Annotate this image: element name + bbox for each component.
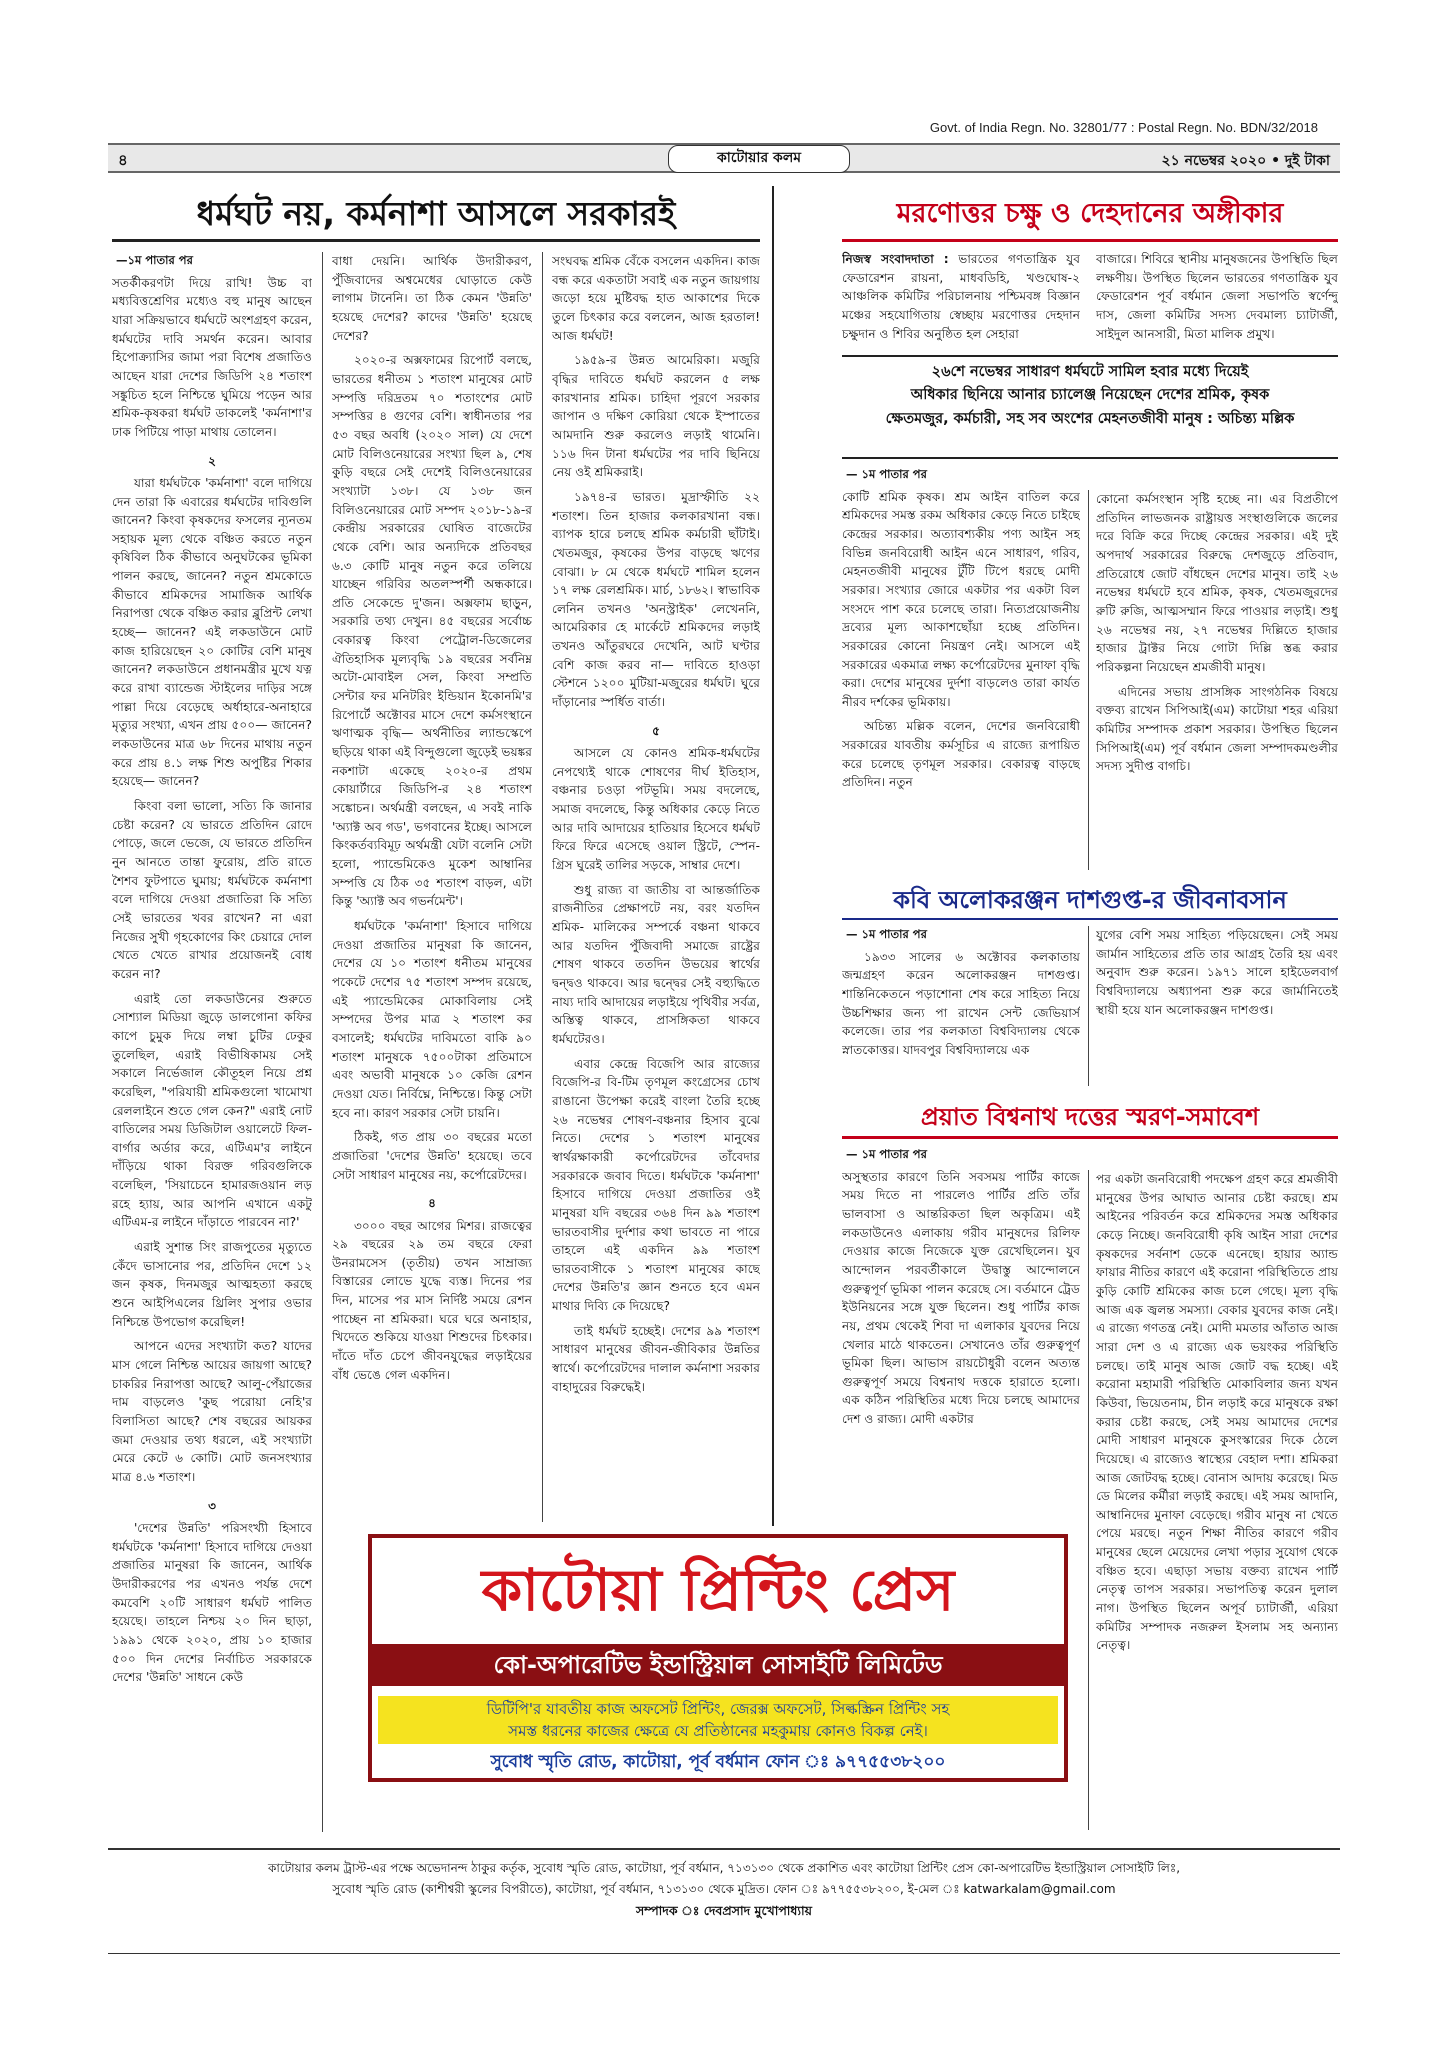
- memorial-col1: [842, 1146, 1080, 1536]
- ad-body-line2: সমস্ত ধরনের কাজের ক্ষেত্রে যে প্রতিষ্ঠানের মহকুমায় কোনও বিকল্প নেই।: [508, 1722, 928, 1740]
- section-number: ৪: [428, 1196, 436, 1211]
- paragraph: সতর্কীকরণটা দিয়ে রাখি! উচ্চ বা মধ্যবিত্তশ্রেণির মধ্যেও বহু মানুষ আছেন যারা সক্রিয়ভাবে ধর্মঘটে অংশগ্রহণ করেন, ধর্মঘটের দাবি সমর্থন করেন। আবার হিপোক্র্যাসির জামা পরা বিশেষ প্রজাতিও আছেন যারা দেশের জিডিপি ২৪ শতাংশ সঙ্কুচিত হলে নিশ্চিন্তে ঘুমিয়ে পড়েন আর শ্রমিক-কৃষকরা ধর্মঘট ডাকলেই 'কর্মনাশা'র ঢাক পিটিয়ে পাড়া মাথায় তোলেন।: [112, 275, 312, 439]
- column-rule: [542, 252, 543, 1522]
- main-article-col2: [332, 252, 532, 1532]
- continued-label: — ১ম পাতার পর: [846, 927, 927, 941]
- paragraph: এরাই তো লকডাউনের শুরুতে সোশ্যাল মিডিয়া জুড়ে ডালগোনা কফির কাপে চুমুক দিয়ে লম্বা চুটির ঢেকুর তুলেছিল, এরাই বিভীষিকাময় সেই সকালে নির্ভেজাল কৌতূহল নিয়ে প্রশ্ন করেছিল, "পরিযায়ী শ্রমিকগুলো খামোখা রেললাইনে শুতে গেল কেন?" এরাই নোট বাতিলের সময় ডিজিটাল ওয়ালেটে ফিল-বার্গার অর্ডার করে, এটিএম'র লাইনে দাঁড়িয়ে থাকা বিরক্ত গরিবগুলিকে বলেছিল, 'সিয়াচেনে হামারজওয়ান লড় রহে হ্যায়, আর আপনি এখানে একটু এটিএম-র লাইনে দাঁড়াতে পারবেন না?': [112, 991, 312, 1230]
- column-rule: [1088, 1170, 1089, 1830]
- paragraph: পর একটা জনবিরোধী পদক্ষেপ গ্রহণ করে শ্রমজীবী মানুষের উপর আঘাত আনার চেষ্টা করছে। শ্রম আইনের পরিবর্তন করে শ্রমিকদের সমস্ত অধিকার কেড়ে নিচ্ছে। জনবিরোধী কৃষি আইন সারা দেশের কৃষকদের সর্বনাশ ডেকে এনেছে। হায়ার অ্যান্ড ফায়ার নীতির কারণে এই করোনা পরিস্থিতিতে প্রায় কুড়ি কোটি শ্রমিকের কাজ চলে গেছে। মূল্য বৃদ্ধি আজ এক জ্বলন্ত সমস্যা। বেকার যুবদের কাজ নেই। এ রাজ্যে গণতন্ত্র নেই। মোদী মমতার আঁতাত আজ সারা দেশ ও এ রাজ্যে এক ভয়ংকর পরিস্থিতি চলছে। তাই মানুষ আজ জোট বদ্ধ হচ্ছে। এই করোনা মহামারী পরিস্থিতি মোকাবিলার জন্য যখন কিউবা, ভিয়েতনাম, চীন লড়াই করে মানুষকে রক্ষা করার চেষ্টা করছে, সেই সময় আমাদের দেশের মোদী সাধারণ মানুষকে কুসংস্কারের দিকে ঠেলে দিয়েছে। এ রাজ্যেও স্বাস্থ্যের বেহাল দশা। শ্রমিকরা আজ জোটবদ্ধ হচ্ছে। বোনাস আদায় করেছে। মিড ডে মিলের কর্মীরা লড়াই করছে। এই সময় আদানি, আম্বানিদের মুনাফা বেড়েছে। গরীব মানুষ না খেতে পেয়ে মরছে। নতুন শিক্ষা নীতির কারণে গরীব মানুষের ছেলে মেয়েদের লেখা পড়ার সুযোগ থেকে বঞ্চিত হবে। এছাড়া সভায় বক্তব্য রাখেন পার্টি নেতৃত্ব তাপস সরকার। সভাপতিত্ব করেন দুলাল নাগ। উপস্থিত ছিলেন অপূর্ব চ্যাটার্জী, এরিয়া কমিটির সম্পাদক নজরুল ইসলাম সহ অন্যান্য নেতৃত্ব।: [1096, 1172, 1338, 1653]
- masthead-bar: [108, 143, 1340, 173]
- eye-donation-col2: [1096, 250, 1338, 350]
- ad-subtitle: কো-অপারেটিভ ইন্ডাস্ট্রিয়াল সোসাইটি লিমিটেড: [372, 1644, 1064, 1686]
- main-article-col3: [552, 252, 760, 1532]
- paragraph: বাজারে। শিবিরে স্থানীয় মানুষজনের উপস্থিতি ছিল লক্ষণীয়। উপস্থিত ছিলেন ভারতের গণতান্ত্রিক যুব ফেডারেশন পূর্ব বর্ধমান জেলা সভাপতি স্বর্ণেন্দু দাস, জেলা কমিটির সদস্য দেবমাল্য চ্যাটার্জী, সাইদুল আনসারী, মিতা মালিক প্রমুখ।: [1096, 252, 1338, 341]
- paragraph: ১৯৩৩ সালের ৬ অক্টোবর কলকাতায় জন্মগ্রহণ করেন অলোকরঞ্জন দাশগুপ্ত। শান্তিনিকেতনে পড়াশোনা শেষ করে সাহিত্য নিয়ে উচ্চশিক্ষার জন্য পা রাখেন সেন্ট জেভিয়ার্স কলেজে। তার পর কলকাতা বিশ্ববিদ্যালয় থেকে স্নাতকোত্তর। যাদবপুর বিশ্ববিদ্যালয়ে এক: [842, 949, 1080, 1057]
- paragraph: [842, 250, 1080, 343]
- paragraph: ১৯৫৯-র উন্নত আমেরিকা। মজুরি বৃদ্ধির দাবিতে ধর্মঘট করলেন ৫ লক্ষ কারখানার শ্রমিক। চাহিদা পূরণে সরকার জাপান ও দক্ষিণ কোরিয়া থেকে ইস্পাতের আমদানি শুরু করলেও লড়াই থামেনি। ১১৬ দিন টানা ধর্মঘটের পর দাবি ছিনিয়ে নেয় ওই শ্রমিকরাই।: [552, 353, 760, 480]
- imprint-footer: [108, 1848, 1340, 1954]
- paragraph: শুধু রাজ্য বা জাতীয় বা আন্তর্জাতিক রাজনীতির প্রেক্ষাপটে নয়, বরং যতদিন শ্রমিক- মালিকের সম্পর্কে বঞ্চনা থাকবে আর যতদিন পুঁজিবাদী সমাজে রাষ্ট্রের শোষণ থাকবে ততদিন উভয়ের স্বার্থের দ্বন্দ্বও থাকবে। আর দ্বন্দ্বের সেই বহ্যুদ্ধিতে নায্য দাবি আদায়ের লড়াইয়ে পৃথিবীর সর্বত্র, অস্তিত্ব থাকবে, প্রাসঙ্গিকতা থাকবে ধর্মঘটেরও।: [552, 882, 760, 1046]
- editor-line: সম্পাদক ঃ দেবপ্রসাদ মুখোপাধ্যায়: [635, 1903, 813, 1918]
- paragraph: যুগের বেশি সময় সাহিত্য পড়িয়েছেন। সেই সময় জার্মান সাহিত্যের প্রতি তার আগ্রহ তৈরি হয় এবং অনুবাদ শুরু করেন। ১৯৭১ সালে হাইডেলবার্গ বিশ্ববিদ্যালয়ে অধ্যাপনা শুরু করে জার্মানিতেই স্থায়ী হয়ে যান অলোকরঞ্জন দাশগুপ্ত।: [1096, 928, 1338, 1017]
- paragraph: কোনো কর্মসংস্থান সৃষ্টি হচ্ছে না। এর বিপ্রতীপে প্রতিদিন লাভজনক রাষ্ট্রায়ত্ত সংস্থাগুলিকে জলের দরে বিক্রি করে দিচ্ছে কেন্দ্রের সরকার। এই দুই অপদার্থ সরকারের বিরুদ্ধে দেশজুড়ে প্রতিবাদ, প্রতিরোধে জোট বাঁধছেন দেশের মানুষ। তাই ২৬ নভেম্বর ধর্মঘটে হবে শ্রমিক, কৃষক, খেতমজুরদের রুটি রুজি, আত্মসম্মান ফিরে পাওয়ার লড়াই। শুধু ২৬ নভেম্বর নয়, ২৭ নভেম্বর দিল্লিতে হাজার হাজার ট্রাক্টর নিয়ে গোটা দিল্লি স্তব্ধ করার পরিকল্পনা নিয়েছেন শ্রমজীবী মানুষ।: [1096, 492, 1338, 674]
- strike-col2: [1096, 490, 1338, 875]
- date-price: ২১ নভেম্বর ২০২০ • দুই টাকা: [1161, 153, 1330, 169]
- column-rule: [1088, 926, 1089, 1086]
- paragraph: এদিনের সভায় প্রাসঙ্গিক সাংগঠনিক বিষয়ে বক্তব্য রাখেন সিপিআই(এম) কাটোয়া শহর এরিয়া কমিটির সম্পাদক প্রকাশ সরকার। উপস্থিত ছিলেন সিপিআই(এম) পূর্ব বর্ধমান জেলা সম্পাদকমণ্ডলীর সদস্য সুদীপ্ত বাগচি।: [1096, 684, 1338, 774]
- strike-subheadline-line3: ক্ষেতমজুর, কর্মচারী, সহ সব অংশের মেহনতজীবী মানুষ : অচিন্ত্য মল্লিক: [885, 410, 1295, 427]
- paragraph: ঠিকই, গত প্রায় ৩০ বছরের মতো প্রজাতিরা 'দেশের উন্নতি' হয়েছে। তবে সেটা সাধারণ মানুষের নয়, কর্পোরেটদের।: [332, 1130, 532, 1182]
- page-number: ৪: [118, 151, 128, 169]
- paragraph: অচিন্ত্য মল্লিক বলেন, দেশের জনবিরোধী সরকারের যাবতীয় কর্মসূচির এ রাজ্যে রূপায়িত করে চলেছে তৃণমূল সরকার। বেকারত্ব বাড়ছে প্রতিদিন। নতুন: [842, 719, 1080, 790]
- paper-name: কাটোয়ার কলম: [668, 145, 850, 173]
- column-rule: [322, 252, 323, 1832]
- registration-line: Govt. of India Regn. No. 32801/77 : Postal Regn. No. BDN/32/2018: [929, 120, 1318, 135]
- ad-title: কাটোয়া প্রিন্টিং প্রেস: [481, 1556, 955, 1624]
- continued-label: — ১ম পাতার পর: [846, 467, 927, 481]
- paragraph-text: ভারতের গণতান্ত্রিক যুব ফেডারেশন রায়না, মাধবডিহি, খণ্ডঘোষ-২ আঞ্চলিক কমিটির পরিচালনায় পশ্চিমবঙ্গ বিজ্ঞান মঞ্চের সহযোগিতায় স্বেচ্ছায় মরণোত্তর দেহদান চক্ষুদান ও শিবির অনুষ্ঠিত হল সেহারা: [842, 252, 1080, 341]
- imprint-line1: কাটোয়ার কলম ট্রাস্ট-এর পক্ষে অভেদানন্দ ঠাকুর কর্তৃক, সুবোধ স্মৃতি রোড, কাটোয়া, পূর্ব বর্ধমান, ৭১৩১৩০ থেকে প্রকাশিত এবং কাটোয়া প্রিন্টিং প্রেস কো-অপারেটিভ ইন্ডাস্ট্রিয়াল সোসাইটি লিঃ,: [267, 1861, 1181, 1875]
- section-divider: [772, 186, 774, 1526]
- paragraph: এবার কেন্দ্রে বিজেপি আর রাজ্যের বিজেপি-র বি-টিম তৃণমূল কংগ্রেসের চোখ রাঙানো উপেক্ষা করেই বাংলা তৈরি হচ্ছে ২৬ নভেম্বর শোষণ-বঞ্চনার হিসাব বুঝে নিতে। দেশের ১ শতাংশ মানুষের স্বার্থরক্ষাকারী কর্পোরেটদের তাঁবেদার সরকারকে জবাব দিতে। ধর্মঘটকে 'কর্মনাশা' হিসাবে দাগিয়ে দেওয়া প্রজাতির ওই মানুষরা যদি বছরের ৩৬৪ দিন ৯৯ শতাংশ ভারতবাসীর দুর্দশার কথা ভাবতে না পারে তাহলে এই একদিন ৯৯ শতাংশ ভারতবাসীকে ১ শতাংশ মানুষের কাছে দেশের উন্নতি'র জ্ঞান শুনতে হবে এমন মাথার দিব্যি কে দিয়েছে?: [552, 1056, 760, 1314]
- strike-subheadline-line2: অধিকার ছিনিয়ে আনার চ্যালেঞ্জ নিয়েছেন দেশের শ্রমিক, কৃষক: [910, 387, 1270, 404]
- column-rule: [1088, 490, 1089, 870]
- poet-col1: [842, 926, 1080, 1086]
- section-number: ২: [208, 453, 216, 468]
- paragraph: কোটি শ্রমিক কৃষক। শ্রম আইন বাতিল করে শ্রমিকদের সমস্ত রকম অধিকার কেড়ে নিতে চাইছে কেন্দ্রের সরকার। অত্যাবশ্যকীয় পণ্য আইন সহ বিভিন্ন জনবিরোধী আইন এনে সাধারণ, গরিব, মেহনতজীবী মানুষের টুঁটি টিপে ধরছে মোদী সরকার। সংখ্যার জোরে একটার পর একটা বিল সংসদে পাশ করে চলেছে তারা। নিত্যপ্রয়োজনীয় দ্রব্যের মূল্য আকাশছোঁয়া হচ্ছে প্রতিদিন। সরকারের কোনো নিয়ন্ত্রণ নেই। আসলে এই সরকারের একমাত্র লক্ষ্য কর্পোরেটদের মুনাফা বৃদ্ধি করা। দেশের মানুষের দুর্দশা বাড়লেও তারা কার্যত নীরব দর্শকের ভূমিকায়।: [842, 489, 1080, 709]
- paragraph: অসুস্থতার কারণে তিনি সবসময় পার্টির কাজে সময় দিতে না পারলেও পার্টির প্রতি তাঁর ভালবাসা ও আন্তরিকতা ছিল অকৃত্রিম। এই লকডাউনেও এলাকায় গরীব মানুষদের রিলিফ দেওয়ার কাজে নিজেকে যুক্ত রেখেছিলেন। যুব আন্দোলন পরবর্তীকালে উদ্বাস্তু আন্দোলনে গুরুত্বপূর্ণ ভূমিকা পালন করেছে সে। বর্তমানে ট্রেড ইউনিয়নের সঙ্গে যুক্ত ছিলেন। শুধু পার্টির কাজ নয়, প্রথম থেকেই শিবা দা এলাকার যুবদের নিয়ে খেলার মাঠে থাকতেন। সেখানেও তাঁর গুরুত্বপূর্ণ ভূমিকা ছিল। আভাস রায়চৌধুরী বলেন অত্যন্ত গুরুত্বপূর্ণ সময়ে বিশ্বনাথ দত্তকে হারাতে হলো। এক কঠিন পরিস্থিতির মধ্যে দিয়ে চলছে আমাদের দেশ ও রাজ্য। মোদী একটার: [842, 1169, 1080, 1427]
- poet-col2: [1096, 926, 1338, 1086]
- printing-press-advertisement: [368, 1534, 1068, 1782]
- paragraph: তাই ধর্মঘট হচ্ছেই। দেশের ৯৯ শতাংশ সাধারণ মানুষের জীবন-জীবিকার উন্নতির স্বার্থে। কর্পোরেটদের দালাল কর্মনাশা সরকার বাহাদুরের বিরুদ্ধেই।: [552, 1323, 760, 1394]
- continued-label: — ১ম পাতার পর: [846, 1147, 927, 1161]
- paragraph: কিংবা বলা ভালো, সত্যি কি জানার চেষ্টা করেন? যে ভারতে প্রতিদিন রোদে পোড়ে, জলে ভেজে, যে ভারতে প্রতিদিন নুন আনতে তান্তা ফুরোয়, প্রতি রাতে শৈশব ফুটপাতে ঘুমায়; ধর্মঘটকে কর্মনাশা বলে দাগিয়ে দেওয়া প্রজাতিরা কি সত্যি সেই ভারতের খবর রাখেন? না এরা নিজের সুখী গৃহকোণের কিং চেয়ারে দোল খেতে খেতে রাখার প্রয়োজনই বোধ করেন না?: [112, 799, 312, 981]
- main-article-col1: [112, 252, 312, 1832]
- main-headline: ধর্মঘট নয়, কর্মনাশা আসলে সরকারই: [112, 186, 760, 242]
- eye-donation-col1: [842, 250, 1080, 350]
- paragraph: ২০২০-র অক্সফামের রিপোর্ট বলছে, ভারতের ধনীতম ১ শতাংশ মানুষের মোট সম্পত্তি দরিদ্রতম ৭০ শতাংশের মোট সম্পত্তির ৪ গুণের বেশি। স্বাধীনতার পর ৫৩ বছর অবধি (২০২০ সাল) যে দেশে মোট বিলিওনেয়ারের সংখ্যা ছিল ৯, শেষ কুড়ি বছরে সেই দেশেই বিলিওনেয়ারের সংখ্যাটা ১৩৮। যে ১৩৮ জন বিলিওনেয়ারের মোট সম্পদ ২০১৮-১৯-র কেন্দ্রীয় সরকারের ঘোষিত বাজেটের থেকে বেশি। আর অন্যদিকে প্রতিবছর ৬.৩ কোটি মানুষ নতুন করে তলিয়ে যাচ্ছেন গরিবির অতলস্পর্শী অন্ধকারে। প্রতি সেকেন্ডে দু'জন। অক্সফাম ছাড়ুন, সরকারি তথ্য দেখুন। ৪৫ বছরের সর্বোচ্চ বেকারত্ব কিংবা পেট্রোল-ডিজেলের ঐতিহাসিক মূল্যবৃদ্ধি ১৯ বছরের সর্বনিম্ন অটো-মোবাইল সেল, কিংবা সম্প্রতি সেন্টার ফর মনিটরিং ইন্ডিয়ান ইকোনমি'র রিপোর্টে অক্টোবর মাসে দেশে কর্মসংস্থানে ঋণাত্মক বৃদ্ধি— অর্থনীতির ল্যান্ডস্কেপে ছড়িয়ে থাকা এই বিন্দুগুলো জুড়েই ভয়ঙ্কর নকশাটা একেছে ২০২০-র প্রথম কোয়ার্টারে জিডিপি-র ২৪ শতাংশ সঙ্কোচন। অর্থমন্ত্রী বলছেন, এ সবই নাকি 'অ্যাক্ট অব গড', ভগবানের ইচ্ছে। আসলে কিংকর্তব্যবিমূঢ় অর্থমন্ত্রী যেটা বলেনি সেটা হলো, প্যান্ডেমিকেও মুকেশ আম্বানির সম্পত্তি যে ঠিক ৩৫ শতাংশ বাড়ল, এটা কিন্তু 'অ্যাক্ট অব গভর্নমেন্ট'।: [332, 353, 532, 909]
- ad-address: সুবোধ স্মৃতি রোড, কাটোয়া, পূর্ব বর্ধমান ফোন ঃ ৯৭৭৫৫৩৮২০০: [490, 1752, 946, 1772]
- paragraph: 'দেশের উন্নতি' পরিসংখ্যী হিসাবে ধর্মঘটকে 'কর্মনাশা' হিসাবে দাগিয়ে দেওয়া প্রজাতির মানুষরা কি জানেন, আর্থিক উদারীকরণের পর এখনও পর্যন্ত দেশে কমবেশি ২০টি সাধারণ ধর্মঘট পালিত হয়েছে। তাহলে নিশ্চয় ২০ দিন ছাড়া, ১৯৯১ থেকে ২০২০, প্রায় ১০ হাজার ৫০০ দিন দেশের নির্বাচিত সরকারকে দেশের 'উন্নতি' সাধনে কেউ: [112, 1521, 312, 1685]
- paragraph: আপনে এদের সংখ্যাটা কত? যাদের মাস গেলে নিশ্চিন্ত আয়ের জায়গা আছে? চাকরির নিরাপত্তা আছে? আলু-পেঁয়াজের দাম বাড়লেও 'কুছ পরোয়া নেহি'র বিলাসিতা আছে? শেষ বছরের আয়কর জমা দেওয়ার তথ্য ধরলে, এই সংখ্যাটা মেরে কেটে ৬ কোটি। মোট জনসংখ্যার মাত্র ৪.৬ শতাংশ।: [112, 1339, 312, 1484]
- paragraph: যারা ধর্মঘটকে 'কর্মনাশা' বলে দাগিয়ে দেন তারা কি এবারের ধর্মঘটের দাবিগুলি জানেন? কিংবা কৃষকদের ফসলের ন্যূনতম সহায়ক মূল্য থেকে বঞ্চিত করতে নতুন কৃষিবিল ঠিক কীভাবে অনুঘটকের ভূমিকা পালন করছে, জানেন? নতুন শ্রমকোডে কীভাবে শ্রমিকদের সামাজিক আর্থিক নিরাপত্তা থেকে বঞ্চিত করার ব্লুপ্রিন্ট লেখা হচ্ছে— জানেন? এই লকডাউনে মোট কাজ হারিয়েছেন ২০ কোটির বেশি মানুষ জানেন? লকডাউনে প্রধানমন্ত্রীর মুখে যত্ন করে রাখা ব্যান্ডেজ স্টাইলের দাড়ির সঙ্গে পাল্লা দিয়ে বেড়েছে অর্ধাহারে-অনাহারে মৃত্যুর সংখ্যা, এখন প্রায় ৫০০— জানেন? লকডাউনের মাত্র ৬৮ দিনের মাথায় নতুন করে প্রায় ৪.১ লক্ষ শিশু অপুষ্টির শিকার হয়েছে— জানেন?: [112, 475, 312, 789]
- poet-headline: কবি অলোকরঞ্জন দাশগুপ্ত-র জীবনাবসান: [842, 880, 1338, 920]
- memorial-col2: [1096, 1170, 1338, 1838]
- section-number: ৫: [652, 723, 660, 738]
- byline: নিজস্ব সংবাদদাতা :: [842, 252, 949, 266]
- strike-subheadline-line1: ২৬শে নভেম্বর সাধারণ ধর্মঘটে সামিল হবার মধ্যে দিয়েই: [931, 364, 1249, 380]
- section-number: ৩: [208, 1498, 216, 1513]
- paragraph: সংঘবদ্ধ শ্রমিক বেঁকে বসলেন একদিন। কাজ বন্ধ করে একতাটা সবাই এক নতুন জায়গায় জড়ো হয়ে মুষ্টিবদ্ধ হাত আকাশের দিকে তুলে চিৎকার করে বললেন, আজ হরতাল! আজ ধর্মঘট!: [552, 254, 760, 343]
- ad-body-line1: ডিটিপি'র যাবতীয় কাজ অফসেট প্রিন্টিং, জেরক্স অফসেট, সিল্কস্ক্রিন প্রিন্টিং সহ: [486, 1700, 950, 1718]
- ad-body: [378, 1696, 1058, 1744]
- paragraph: ৩০০০ বছর আগের মিশর। রাজত্বের ২৯ বছরের ২৯ তম বছরে ফেরা উনরামসেস (তৃতীয়) তখন সাম্রাজ্য বিস্তারের লোভে যুদ্ধে ব্যস্ত। দিনের পর দিন, মাসের পর মাস নির্দিষ্ট সময়ে রেশন পাচ্ছেন না শ্রমিকরা। ঘরে ঘরে অনাহার, খিদেতে শুকিয়ে যাওয়া শিশুদের চিৎকার। দাঁতে দাঁত চেপে জীবনযুদ্ধের লড়াইয়ের বাঁধ ভেঙে গেল একদিন।: [332, 1218, 532, 1382]
- paragraph: এরাই সুশান্ত সিং রাজপুতের মৃত্যুতে কেঁদে ভাসানোর পর, প্রতিদিন দেশে ১২ জন কৃষক, দিনমজুর আত্মহত্যা করছে শুনে আইপিএলের থ্রিলিং সুপার ওভার নিশ্চিন্তে উপভোগ করেছিল!: [112, 1240, 312, 1329]
- strike-col1: [842, 466, 1080, 871]
- paragraph: ধর্মঘটকে 'কর্মনাশা' হিসাবে দাগিয়ে দেওয়া প্রজাতির মানুষরা কি জানেন, দেশের যে ১০ শতাংশ ধনীতম মানুষের পকেটে দেশের ৭৫ শতাংশ সম্পদ রয়েছে, এই প্যান্ডেমিকের মোকাবিলায় সেই সম্পদের উপর মাত্র ২ শতাংশ কর বসালেই; ধর্মঘটের দাবিমতো বাকি ৯০ শতাংশ মানুষকে ৭৫০০টাকা প্রতিমাসে এবং অভাবী মানুষকে ১০ কেজি রেশন দেওয়া যেত। নির্বিঘ্নে, নিশ্চিন্তে। কিন্তু সেটা হবে না। কারণ সরকার সেটা চায়নি।: [332, 918, 532, 1120]
- paragraph: আসলে যে কোনও শ্রমিক-ধর্মঘটের নেপথ্যেই থাকে শোষণের দীর্ঘ ইতিহাস, বঞ্চনার চওড়া পটভূমি। সময় বদলেছে, সমাজ বদলেছে, কিন্তু অধিকার কেড়ে নিতে আর দাবি আদায়ের হাতিয়ার হিসেবে ধর্মঘট ফিরে ফিরে এসেছে ওয়াল স্ট্রিটে, স্পেন-গ্রিস ঘুরেই তালির সড়কে, সাম্বার দেশে।: [552, 746, 760, 873]
- continued-label: —১ম পাতার পর: [116, 253, 193, 267]
- memorial-headline: প্রয়াত বিশ্বনাথ দত্তের স্মরণ-সমাবেশ: [842, 1095, 1338, 1139]
- eye-donation-headline: মরণোত্তর চক্ষু ও দেহদানের অঙ্গীকার: [842, 186, 1338, 242]
- strike-subheadline: [842, 355, 1338, 459]
- paragraph: ১৯৭৪-র ভারত। মুদ্রাস্ফীতি ২২ শতাংশ। তিন হাজার কলকারখানা বন্ধ। ব্যাপক হারে চলছে শ্রমিক কর্মচারী ছাঁটাই। খেতমজুর, কৃষকের উপর বাড়ছে ঋণের বোঝা। ৮ মে থেকে ধর্মঘটে শামিল হলেন ১৭ লক্ষ রেলশ্রমিক। মার্চ, ১৮৬২। স্বাভাবিক লেনিন তখনও 'অনস্ট্রাইক' লেখেননি, আমেরিকার হে মার্কেটে শ্রমিকদের লড়াই তখনও আঁতুরঘরে দেখেনি, আট ঘণ্টার বেশি কাজ করব না— দাবিতে হাওড়া স্টেশনে ১২০০ মুটিয়া-মজুরের ধর্মঘট। ঘুরে দাঁড়ানোর স্পর্ধিত বার্তা।: [552, 489, 760, 710]
- imprint-line2: সুবোধ স্মৃতি রোড (কাশীশ্বরী স্কুলের বিপরীতে), কাটোয়া, পূর্ব বর্ধমান, ৭১৩১৩০ থেকে মুদ্রিত। ফোন ঃ ৯৭৭৫৫৩৮২০০, ই-মেল ঃ katwarkalam@gmail.com: [332, 1882, 1116, 1896]
- paragraph: বাধা দেয়নি। আর্থিক উদারীকরণ, পুঁজিবাদের অশ্বমেধের ঘোড়াতে কেউ লাগাম টানেনি। তা ঠিক কেমন 'উন্নতি' হয়েছে দেশের? কাদের 'উন্নতি' হয়েছে দেশের?: [332, 254, 532, 343]
